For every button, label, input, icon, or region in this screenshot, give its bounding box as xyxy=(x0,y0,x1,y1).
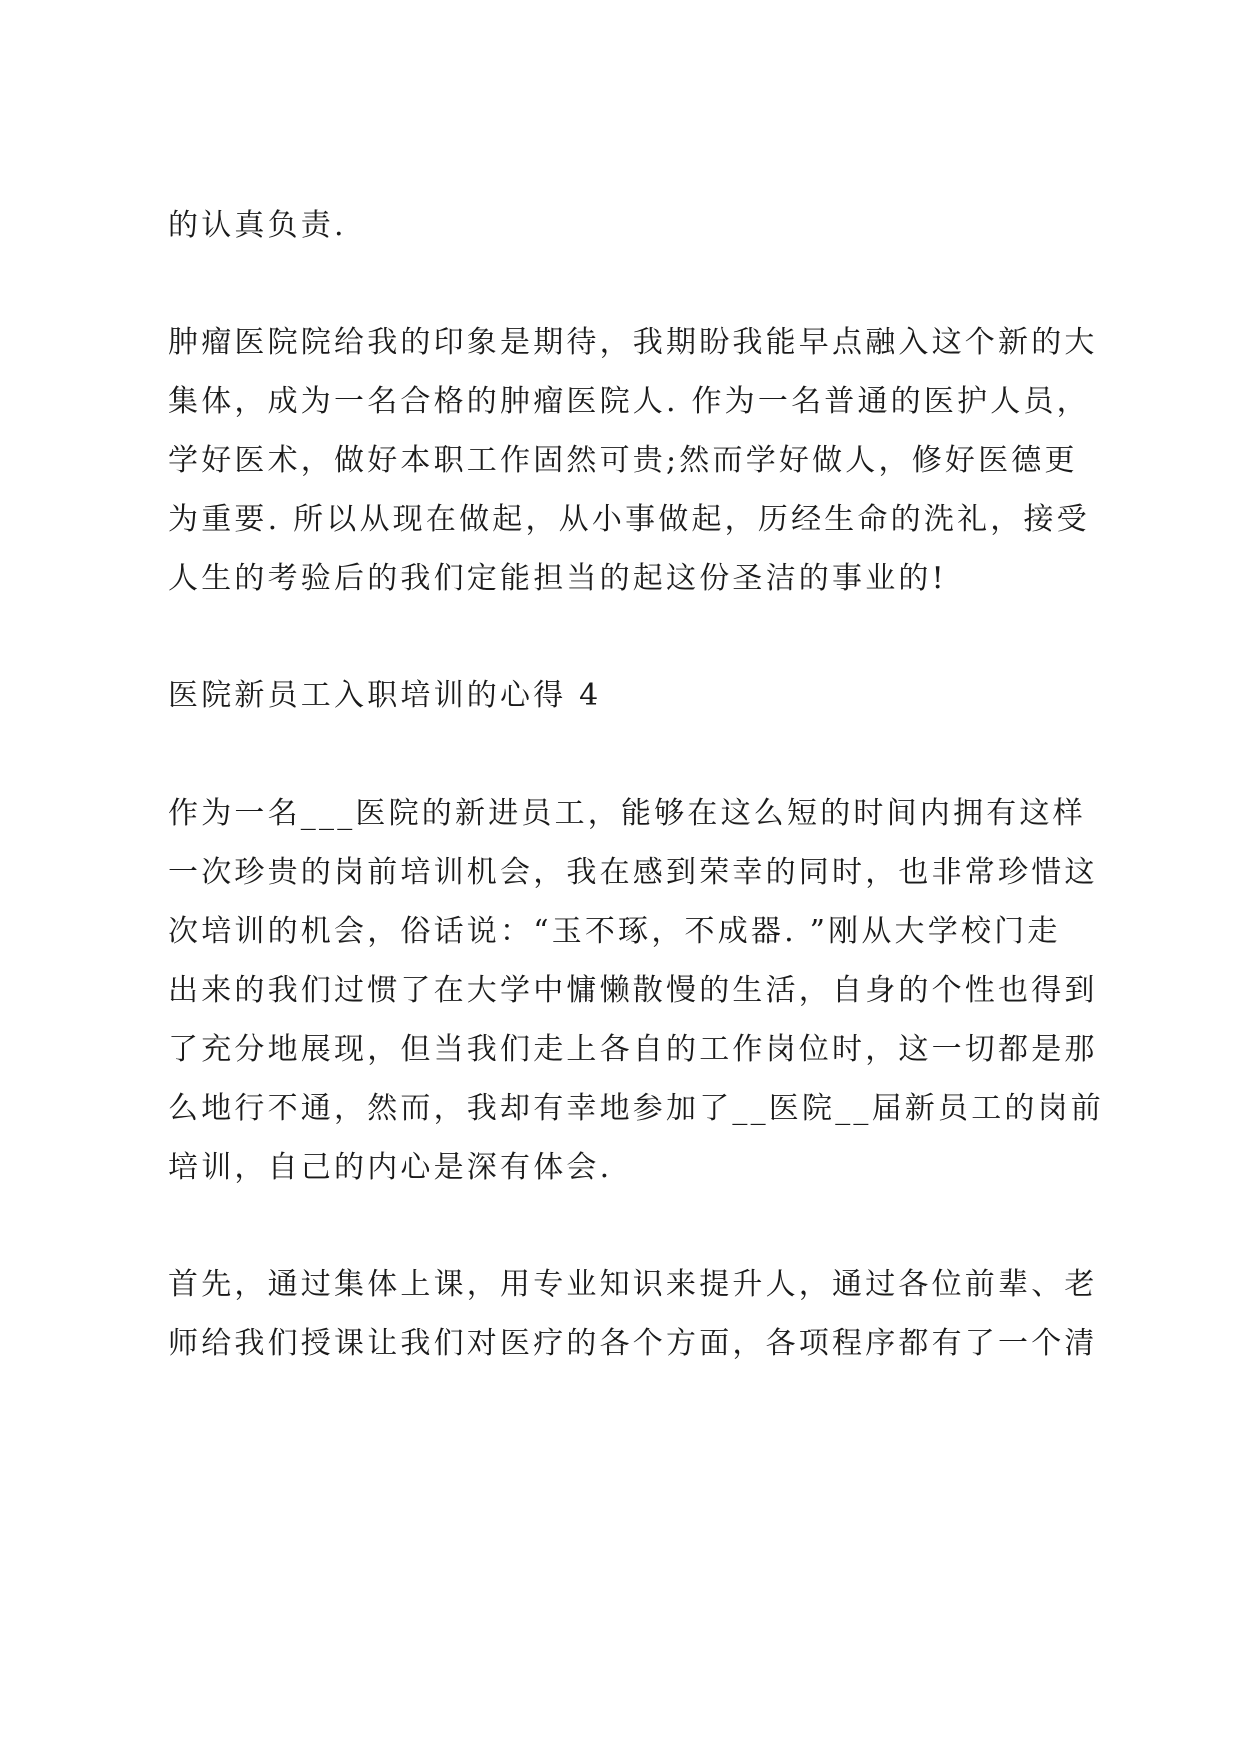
text-line: 集体，成为一名合格的肿瘤医院人. 作为一名普通的医护人员， xyxy=(168,384,1090,419)
text-line: 了充分地展现，但当我们走上各自的工作岗位时，这一切都是那 xyxy=(168,1032,1098,1067)
text-line: 作为一名___医院的新进员工，能够在这么短的时间内拥有这样 xyxy=(168,796,1086,831)
text-line: 出来的我们过惯了在大学中慵懒散慢的生活，自身的个性也得到 xyxy=(168,973,1098,1008)
text-line: 师给我们授课让我们对医疗的各个方面，各项程序都有了一个清 xyxy=(168,1326,1098,1361)
text-line: 一次珍贵的岗前培训机会，我在感到荣幸的同时，也非常珍惜这 xyxy=(168,855,1098,890)
text-line: 首先，通过集体上课，用专业知识来提升人，通过各位前辈、老 xyxy=(168,1267,1098,1302)
text-line: 为重要. 所以从现在做起，从小事做起，历经生命的洗礼，接受 xyxy=(168,502,1090,537)
text-line: 人生的考验后的我们定能担当的起这份圣洁的事业的! xyxy=(168,561,947,596)
text-line: 培训，自己的内心是深有体会. xyxy=(168,1150,613,1185)
section-heading: 医院新员工入职培训的心得 4 xyxy=(168,678,602,713)
text-line: 次培训的机会，俗话说：“玉不琢，不成器. ”刚从大学校门走 xyxy=(168,914,1061,949)
text-line: 肿瘤医院院给我的印象是期待，我期盼我能早点融入这个新的大 xyxy=(168,325,1098,360)
text-line: 学好医术，做好本职工作固然可贵;然而学好做人，修好医德更 xyxy=(168,443,1078,478)
text-line: 的认真负责. xyxy=(168,208,347,243)
text-line: 么地行不通，然而，我却有幸地参加了__医院__届新员工的岗前 xyxy=(168,1091,1104,1126)
